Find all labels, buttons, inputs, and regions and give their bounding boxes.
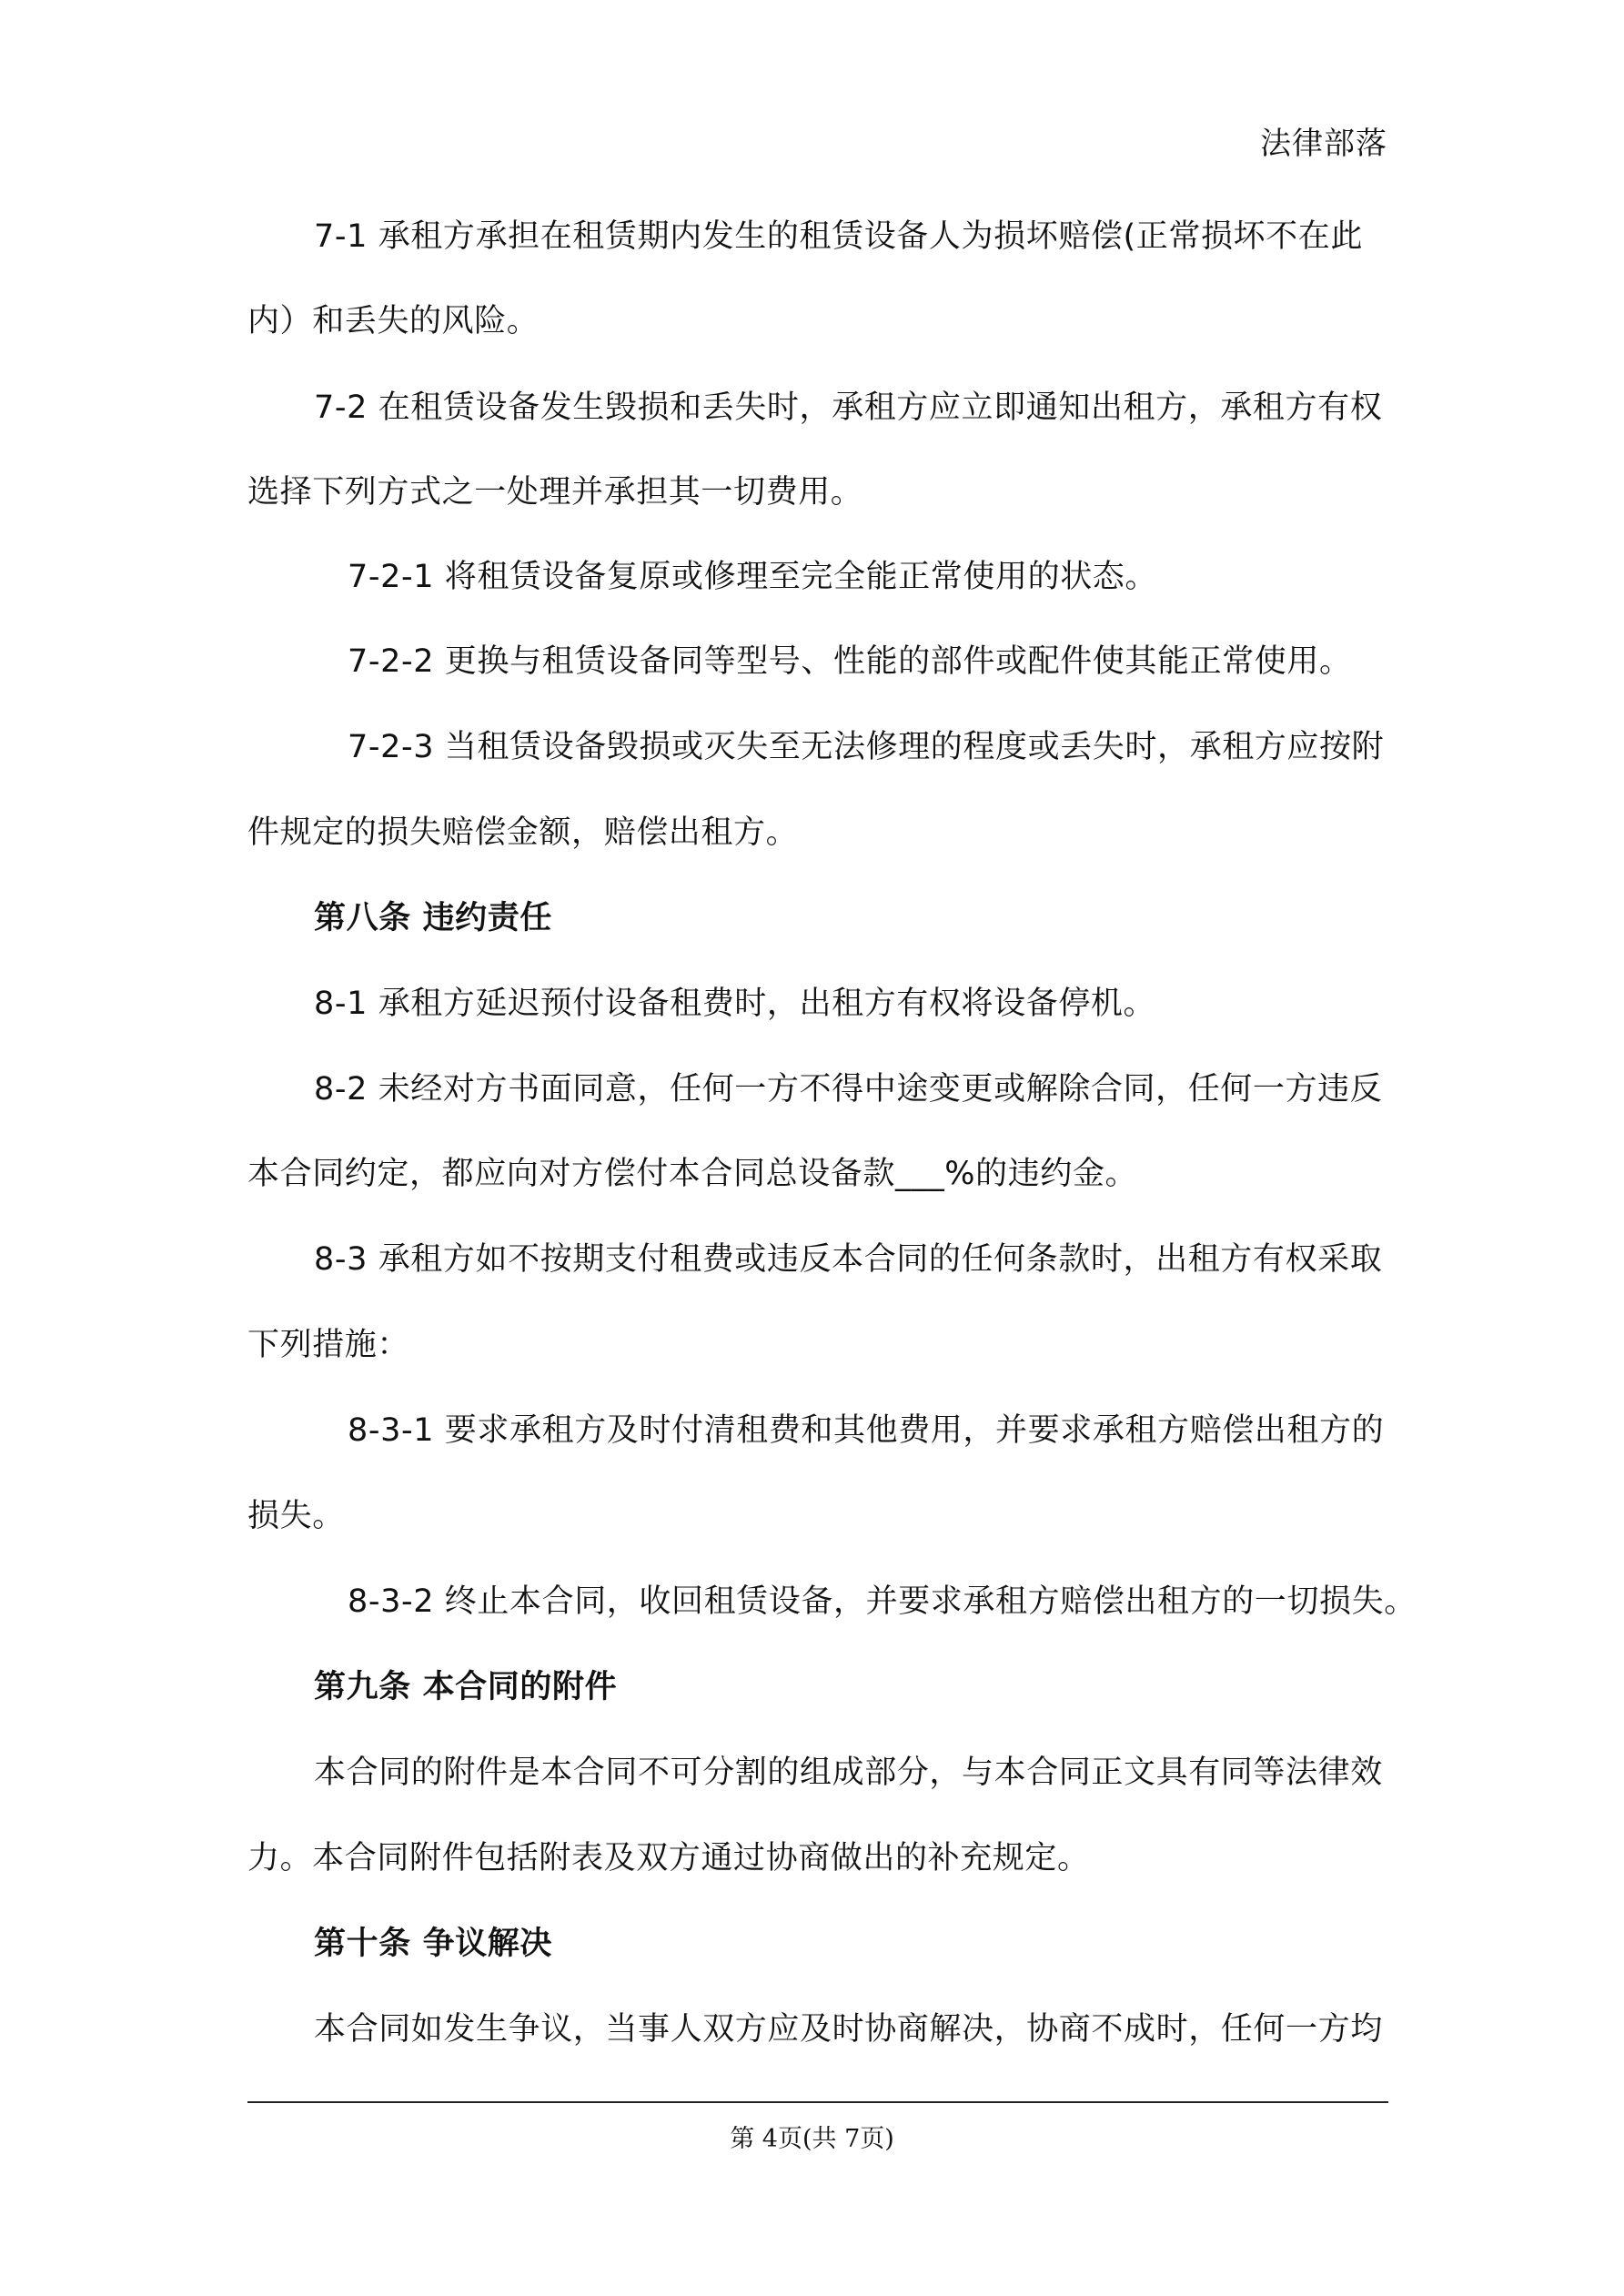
clause-7-1-line-2: 内）和丢失的风险。 — [247, 303, 540, 339]
clause-7-2-3-line-2: 件规定的损失赔偿金额，赔偿出租方。 — [247, 814, 799, 851]
article-9-body-line-2: 力。本合同附件包括附表及双方通过协商做出的补充规定。 — [247, 1840, 1090, 1876]
document-source-header: 法律部落 — [1260, 126, 1387, 162]
article-9-heading: 第九条 本合同的附件 — [314, 1669, 618, 1705]
clause-8-3-line-2: 下列措施： — [247, 1327, 410, 1363]
article-9-body-line-1: 本合同的附件是本合同不可分割的组成部分，与本合同正文具有同等法律效 — [314, 1755, 1383, 1791]
clause-8-3-1-line-1: 8-3-1 要求承租方及时付清租费和其他费用，并要求承租方赔偿出租方的 — [348, 1412, 1385, 1449]
clause-8-2-line-1: 8-2 未经对方书面同意，任何一方不得中途变更或解除合同，任何一方违反 — [314, 1071, 1383, 1108]
clause-7-2-2: 7-2-2 更换与租赁设备同等型号、性能的部件或配件使其能正常使用。 — [348, 643, 1352, 680]
article-10-heading: 第十条 争议解决 — [314, 1926, 552, 1962]
clause-7-2-line-2: 选择下列方式之一处理并承担其一切费用。 — [247, 474, 863, 511]
clause-8-2-line-2: 本合同约定，都应向对方偿付本合同总设备款___%的违约金。 — [247, 1156, 1138, 1192]
clause-8-3-1-line-2: 损失。 — [247, 1498, 345, 1534]
clause-7-2-line-1: 7-2 在租赁设备发生毁损和丢失时，承租方应立即通知出租方，承租方有权 — [314, 389, 1383, 426]
footer-divider — [247, 2101, 1388, 2103]
clause-8-3-line-1: 8-3 承租方如不按期支付租费或违反本合同的任何条款时，出租方有权采取 — [314, 1241, 1383, 1278]
clause-8-1: 8-1 承租方延迟预付设备租费时，出租方有权将设备停机。 — [314, 986, 1156, 1022]
article-10-body-line-1: 本合同如发生争议，当事人双方应及时协商解决，协商不成时，任何一方均 — [314, 2011, 1383, 2048]
page-number: 第 4页(共 7页) — [730, 2125, 894, 2153]
clause-7-1-line-1: 7-1 承租方承担在租赁期内发生的租赁设备人为损坏赔偿(正常损坏不在此 — [314, 218, 1363, 255]
clause-7-2-1: 7-2-1 将租赁设备复原或修理至完全能正常使用的状态。 — [348, 559, 1157, 595]
clause-8-3-2: 8-3-2 终止本合同，收回租赁设备，并要求承租方赔偿出租方的一切损失。 — [348, 1583, 1417, 1620]
clause-7-2-3-line-1: 7-2-3 当租赁设备毁损或灭失至无法修理的程度或丢失时，承租方应按附 — [348, 729, 1385, 765]
article-8-heading: 第八条 违约责任 — [314, 900, 552, 936]
